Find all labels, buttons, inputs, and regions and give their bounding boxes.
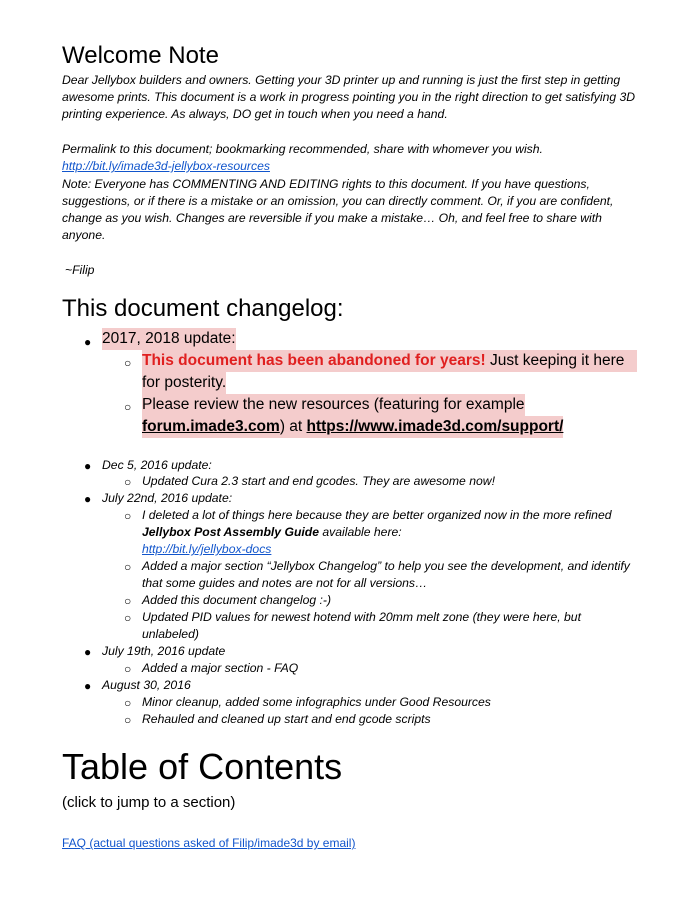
- toc-heading: Table of Contents: [62, 746, 343, 787]
- abandoned-red-text: This document has been abandoned for years!: [142, 352, 486, 369]
- bullet-icon: ●: [84, 459, 92, 473]
- jul22-item2-line2: that some guides and notes are not for all versions…: [142, 576, 428, 590]
- intro-line-2: awesome prints. This document is a work in progress pointing you in the right direction to get satisfying 3D: [62, 90, 636, 104]
- jul22-item4-line2: unlabeled): [142, 627, 199, 641]
- circle-bullet-icon: ○: [124, 509, 132, 523]
- support-link[interactable]: https://www.imade3d.com/support/: [306, 418, 564, 435]
- update-2017-heading: 2017, 2018 update:: [102, 328, 236, 350]
- bullet-icon: ●: [84, 679, 92, 693]
- circle-bullet-icon: ○: [124, 400, 132, 414]
- bullet-icon: ●: [84, 492, 92, 506]
- bullet-icon: ●: [84, 335, 92, 349]
- jul22-item1-line1: I deleted a lot of things here because they are better organized now in the more refined: [142, 508, 612, 522]
- jul19-item: Added a major section - FAQ: [142, 661, 299, 675]
- jul22-item1-line2: [142, 524, 402, 541]
- permalink-link[interactable]: http://bit.ly/imade3d-jellybox-resources: [62, 159, 270, 173]
- abandoned-rest-text: Just keeping it here: [485, 352, 625, 369]
- aug30-item1: Minor cleanup, added some infographics under Good Resources: [142, 695, 491, 709]
- circle-bullet-icon: ○: [124, 662, 132, 676]
- new-resources-mid: ) at: [279, 418, 307, 435]
- circle-bullet-icon: ○: [124, 594, 132, 608]
- dec5-item: Updated Cura 2.3 start and end gcodes. They are awesome now!: [142, 474, 495, 488]
- jul19-heading: July 19th, 2016 update: [102, 644, 226, 658]
- jul22-item2-line1: Added a major section “Jellybox Changelog” to help you see the development, and identify: [142, 559, 630, 573]
- jul22-item1-after: available here:: [319, 525, 402, 539]
- note-line-2: suggestions, or if there is a mistake or an omission, you can directly comment. Or, if you are confident,: [62, 194, 614, 208]
- toc-link-faq[interactable]: FAQ (actual questions asked of Filip/imade3d by email): [62, 836, 356, 850]
- jul22-heading: July 22nd, 2016 update:: [102, 491, 233, 505]
- new-resources-line-1: Please review the new resources (featuring for example: [142, 394, 525, 416]
- jul22-item4-line1: Updated PID values for newest hotend with 20mm melt zone (they were here, but: [142, 610, 581, 624]
- intro-line-3: printing experience. As always, DO get in touch when you need a hand.: [62, 107, 448, 121]
- forum-link[interactable]: forum.imade3.com: [142, 418, 280, 435]
- intro-paragraph: [62, 72, 652, 123]
- circle-bullet-icon: ○: [124, 696, 132, 710]
- note-line-3: change as you wish. Changes are reversible if you make a mistake… Oh, and feel free to share with: [62, 211, 602, 225]
- dec5-heading: Dec 5, 2016 update:: [102, 458, 212, 472]
- circle-bullet-icon: ○: [124, 475, 132, 489]
- note-paragraph: [62, 176, 647, 244]
- new-resources-line-2: [142, 416, 563, 438]
- circle-bullet-icon: ○: [124, 713, 132, 727]
- permalink-text: Permalink to this document; bookmarking recommended, share with whomever you wish.: [62, 142, 543, 156]
- intro-line-1: Dear Jellybox builders and owners. Getting your 3D printer up and running is just the first step in getting: [62, 73, 621, 87]
- circle-bullet-icon: ○: [124, 560, 132, 574]
- note-line-4: anyone.: [62, 228, 106, 242]
- welcome-heading: Welcome Note: [62, 42, 219, 69]
- toc-subtitle: (click to jump to a section): [62, 794, 236, 811]
- circle-bullet-icon: ○: [124, 356, 132, 370]
- jellybox-docs-link[interactable]: http://bit.ly/jellybox-docs: [142, 542, 272, 556]
- signature: ~Filip: [65, 263, 95, 277]
- post-assembly-guide-title: Jellybox Post Assembly Guide: [142, 525, 320, 539]
- permalink-paragraph: [62, 141, 652, 175]
- abandoned-notice-line-2: for posterity.: [142, 372, 226, 394]
- aug30-heading: August 30, 2016: [102, 678, 191, 692]
- note-line-1: Note: Everyone has COMMENTING AND EDITING rights to this document. If you have questions,: [62, 177, 590, 191]
- aug30-item2: Rehauled and cleaned up start and end gcode scripts: [142, 712, 431, 726]
- jul22-item3: Added this document changelog :-): [142, 593, 332, 607]
- bullet-icon: ●: [84, 645, 92, 659]
- abandoned-notice-line-1: [142, 350, 637, 372]
- changelog-heading: This document changelog:: [62, 295, 344, 322]
- circle-bullet-icon: ○: [124, 611, 132, 625]
